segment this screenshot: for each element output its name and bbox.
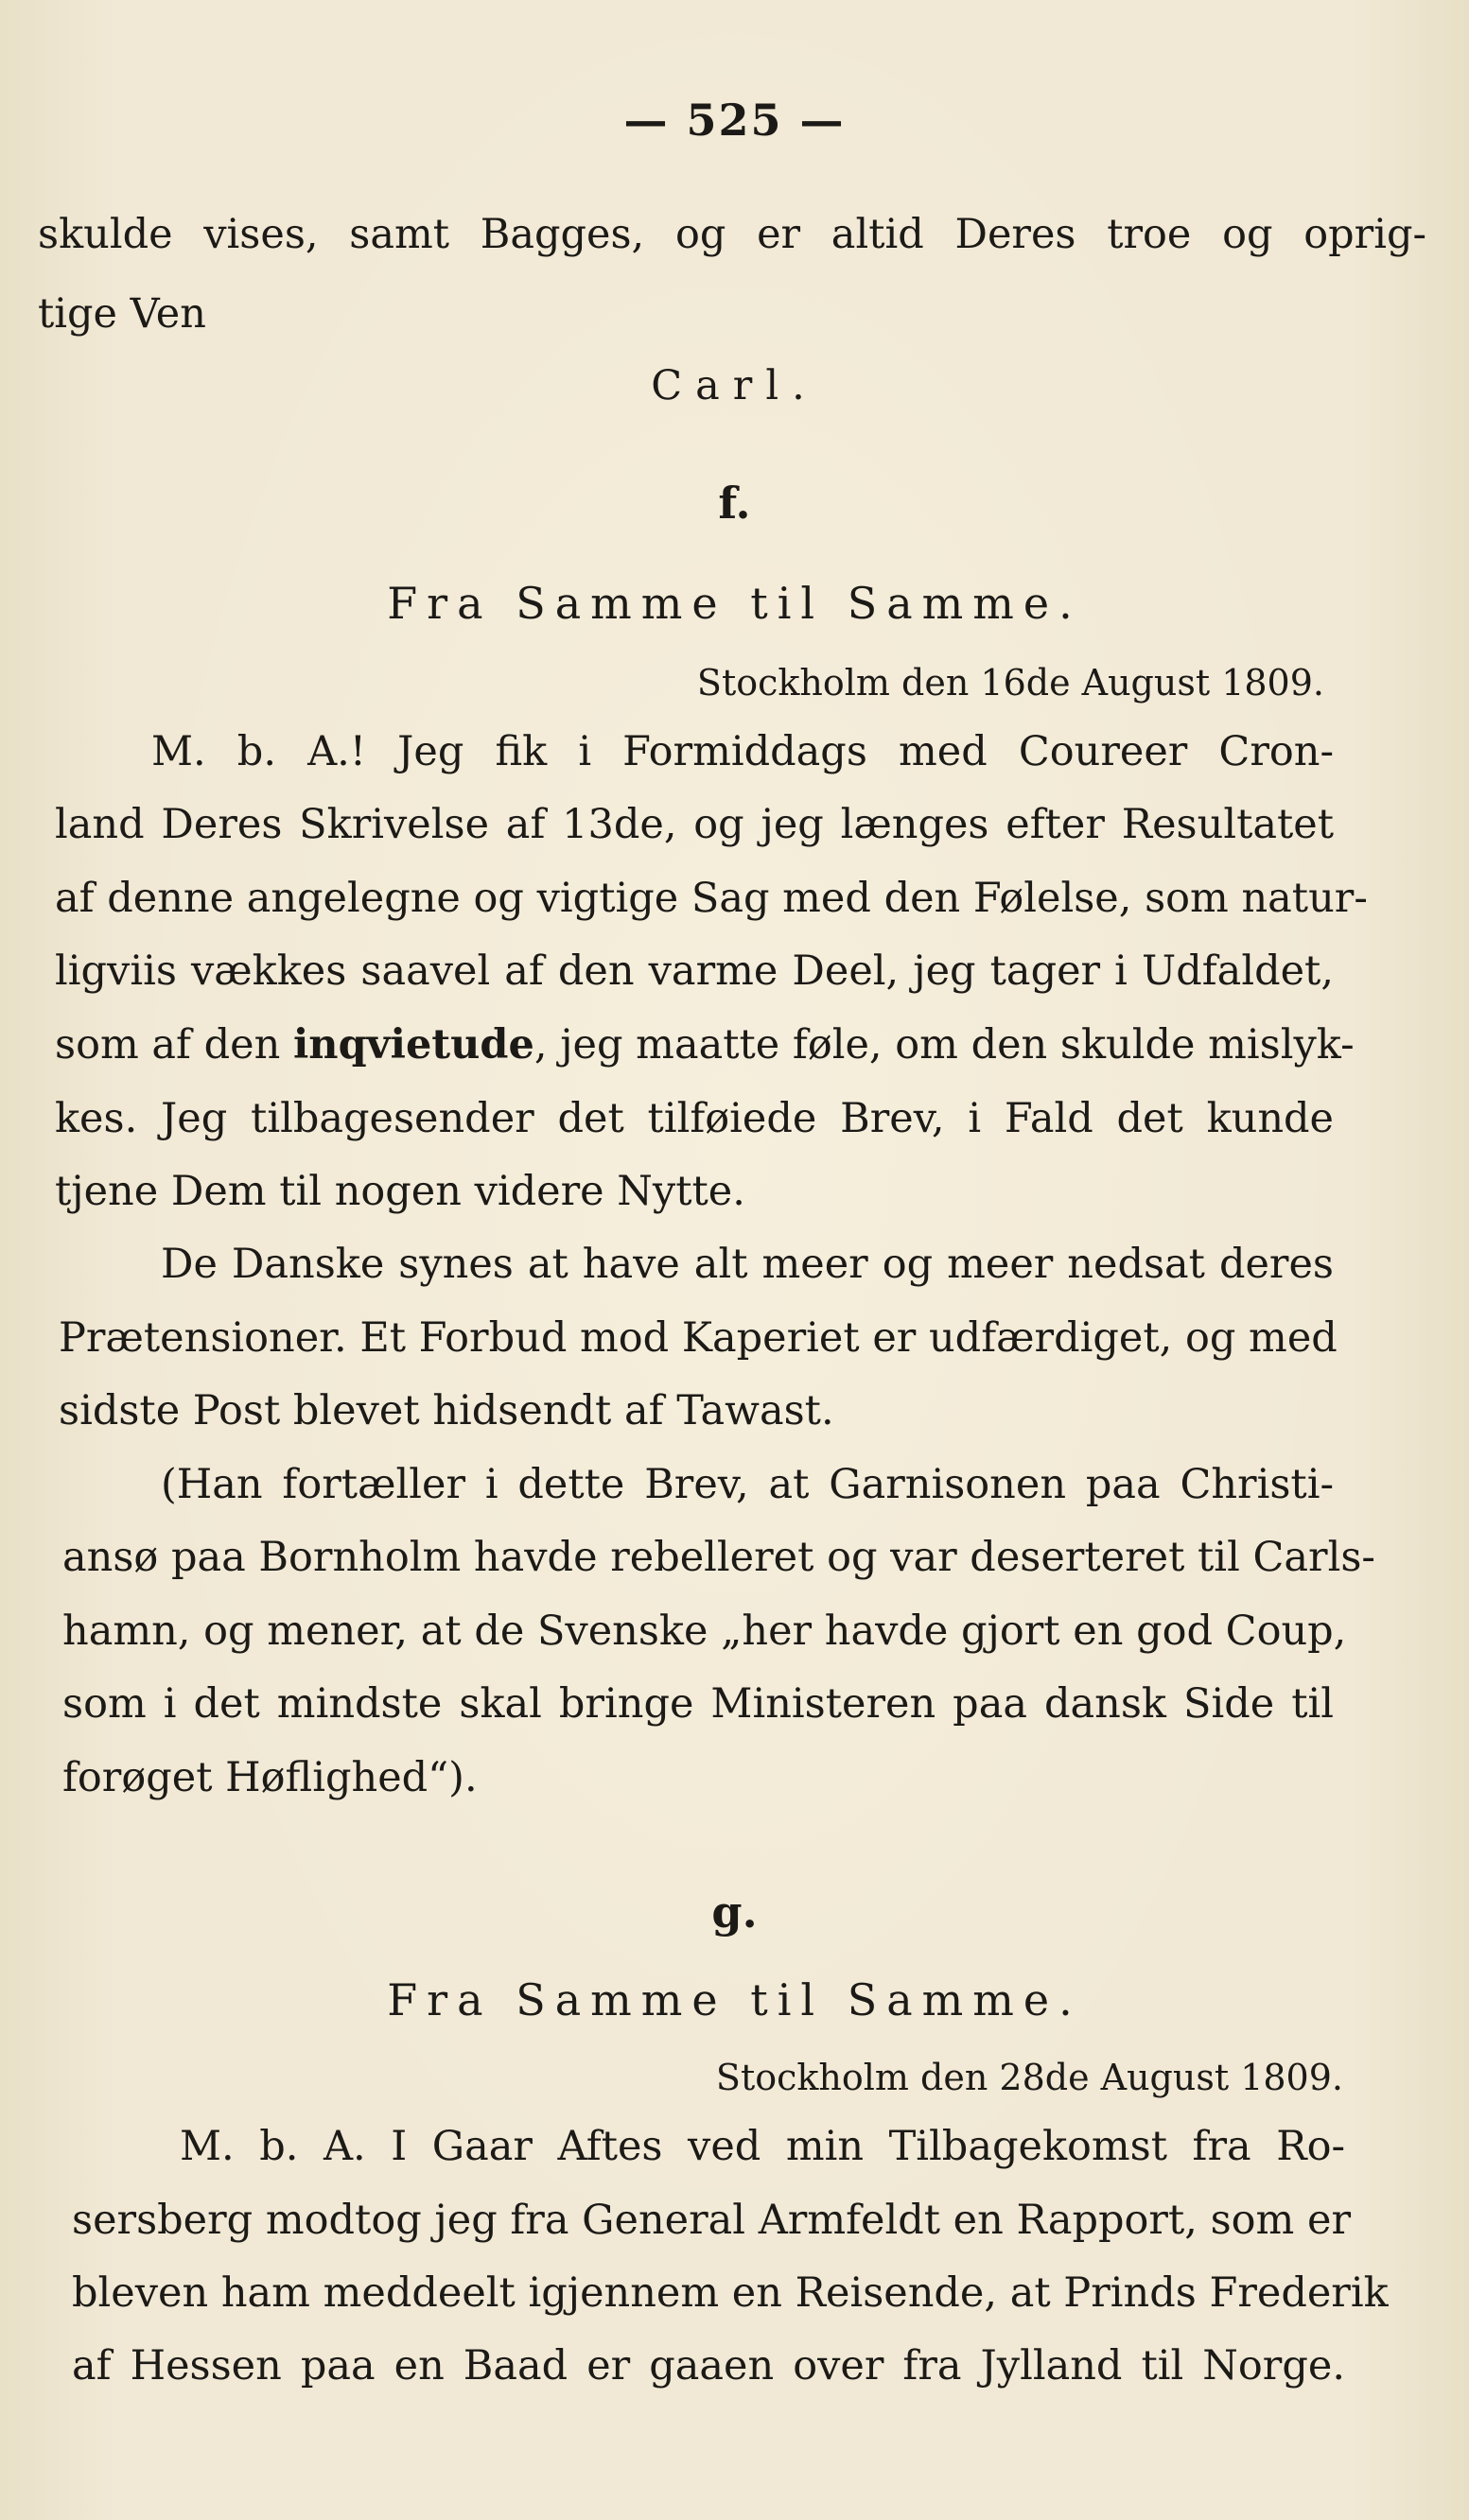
text-line: sidste Post blevet hidsendt af Tawast. — [59, 1387, 834, 1434]
letter-heading: Fra Samme til Samme. — [387, 578, 1082, 629]
text-line: M. b. A.! Jeg fik i Formiddags med Coureer Cron- — [151, 728, 1334, 775]
dateline: Stockholm den 28de August 1809. — [715, 2057, 1343, 2098]
text-segment: , jeg maatte føle, om den skulde mislyk- — [533, 1021, 1355, 1069]
text-line: Prætensioner. Et Forbud mod Kaperiet er udfærdiget, og med — [59, 1314, 1338, 1362]
text-line: ansø paa Bornholm havde rebelleret og var deserteret til Carls- — [62, 1534, 1375, 1581]
text-line: som i det mindste skal bringe Ministeren paa dansk Side til — [62, 1680, 1334, 1728]
letter-mark: f. — [718, 478, 751, 529]
text-line: forøget Høflighed“). — [62, 1754, 478, 1801]
text-line: M. b. A. I Gaar Aftes ved min Tilbagekomst fra Ro- — [180, 2123, 1345, 2170]
text-segment: som af den — [55, 1021, 281, 1069]
page-number: — 525 — — [623, 95, 846, 146]
dateline: Stockholm den 16de August 1809. — [696, 662, 1324, 704]
text-line: sersberg modtog jeg fra General Armfeldt en Rapport, som er — [72, 2197, 1352, 2244]
text-line: skulde vises, samt Bagges, og er altid Deres troe og oprig- — [38, 211, 1426, 258]
text-line: tjene Dem til nogen videre Nytte. — [55, 1168, 745, 1215]
text-line: land Deres Skrivelse af 13de, og jeg længes efter Resultatet — [55, 801, 1334, 848]
text-line: af Hessen paa en Baad er gaaen over fra Jylland til Norge. — [72, 2342, 1345, 2390]
signature: Carl. — [651, 362, 818, 409]
text-line: tige Ven — [38, 290, 206, 338]
text-line: ligviis vækkes saavel af den varme Deel, jeg tager i Udfaldet, — [55, 947, 1334, 995]
text-line: af denne angelegne og vigtige Sag med den Følelse, som natur- — [55, 875, 1368, 922]
text-line: De Danske synes at have alt meer og meer nedsat deres — [161, 1241, 1334, 1288]
text-line: hamn, og mener, at de Svenske „her havde gjort en god Coup, — [62, 1608, 1347, 1655]
foreign-word: inqvietude — [292, 1021, 534, 1069]
text-line: kes. Jeg tilbagesender det tilføiede Brev, i Fald det kunde — [55, 1095, 1334, 1142]
letter-heading: Fra Samme til Samme. — [387, 1974, 1082, 2025]
text-line: (Han fortæller i dette Brev, at Garnisonen paa Christi- — [161, 1461, 1334, 1508]
text-line — [55, 1017, 1355, 1073]
text-line: bleven ham meddeelt igjennem en Reisende, at Prinds Frederik — [72, 2269, 1389, 2317]
letter-mark: g. — [711, 1886, 758, 1938]
